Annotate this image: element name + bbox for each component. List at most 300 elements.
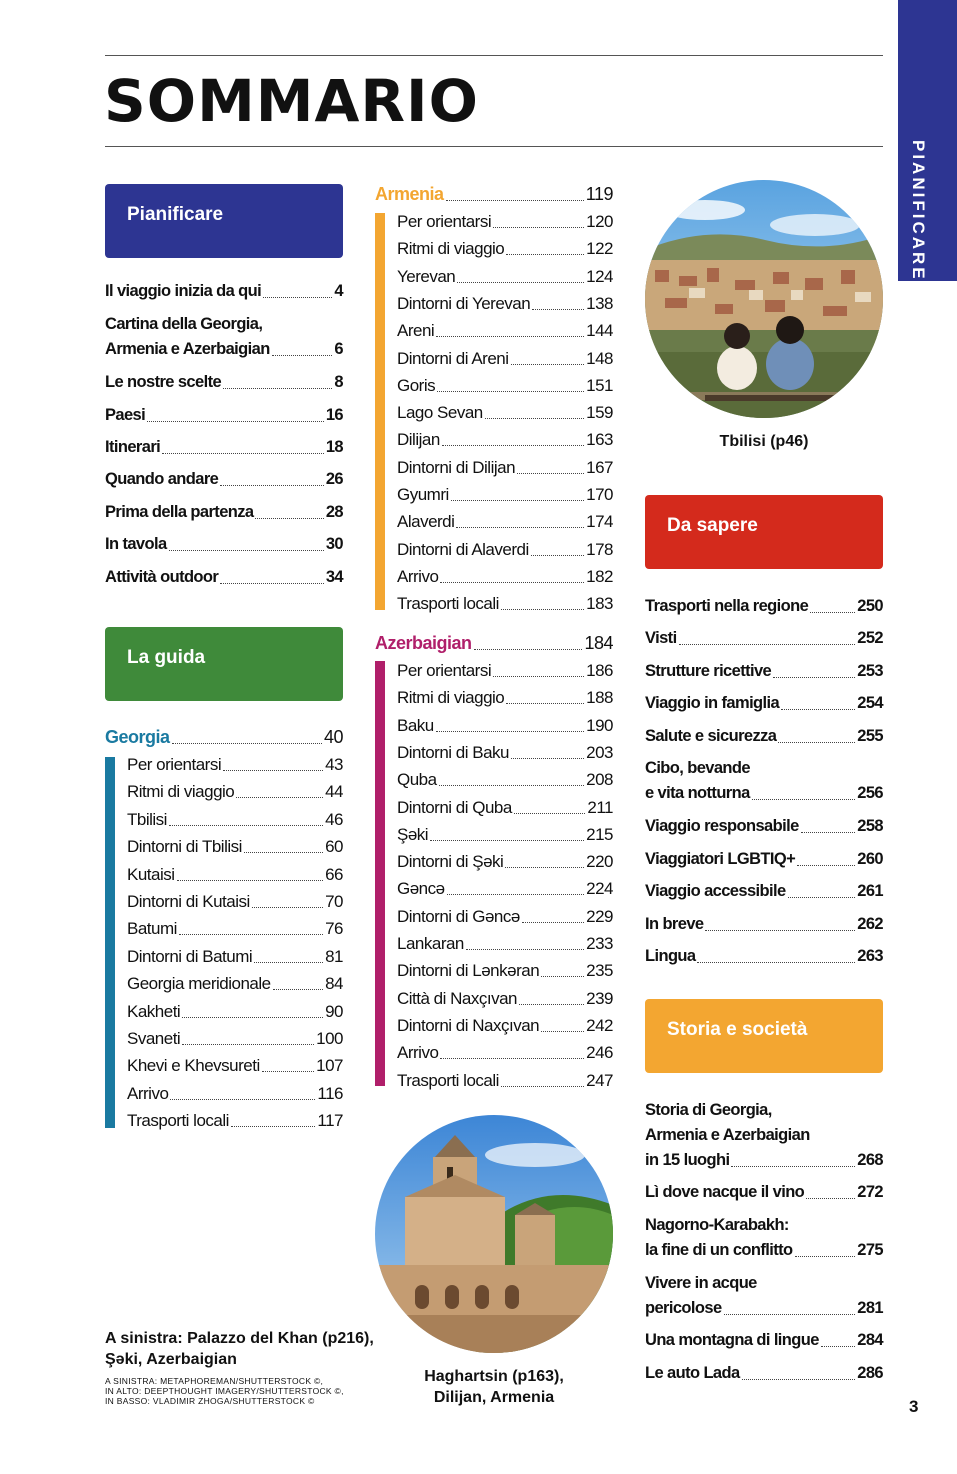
toc-item[interactable]	[397, 537, 613, 562]
leader-dots	[541, 1031, 584, 1032]
leader-dots	[806, 1198, 855, 1199]
toc-item-page: 122	[586, 239, 613, 259]
leader-dots	[511, 758, 584, 759]
toc-item-label: Salute e sicurezza	[645, 727, 777, 745]
toc-item[interactable]	[127, 807, 343, 832]
toc-item-label: Itinerari	[105, 438, 161, 456]
toc-item-page: 188	[586, 688, 613, 708]
toc-item-label: Areni	[397, 321, 435, 341]
toc-item-label: Viaggio responsabile	[645, 817, 799, 835]
toc-item[interactable]	[105, 532, 343, 557]
toc-item-label: Dintorni di Batumi	[127, 946, 253, 966]
toc-item-page: 203	[586, 742, 613, 762]
leader-dots	[169, 825, 323, 826]
toc-item-page: 260	[857, 850, 883, 868]
toc-item[interactable]	[127, 1026, 343, 1051]
toc-item-label: Quba	[397, 770, 437, 790]
page-number: 3	[909, 1397, 919, 1416]
toc-item-page: 100	[316, 1029, 343, 1048]
leader-dots	[522, 922, 584, 923]
toc-item[interactable]	[127, 999, 343, 1024]
toc-item-page: 272	[857, 1183, 883, 1201]
toc-item[interactable]	[397, 658, 613, 683]
toc-item-page: 81	[325, 946, 343, 966]
section-pianificare[interactable]: Pianificare	[105, 184, 343, 258]
toc-item-page: 170	[586, 485, 613, 504]
leader-dots	[223, 770, 323, 771]
photo-credit-2: IN ALTO: DEEPTHOUGHT IMAGERY/SHUTTERSTOCK ©,	[105, 1386, 344, 1396]
leader-dots	[705, 930, 855, 931]
toc-item-label: Arrivo	[397, 1043, 439, 1063]
toc-item-page: 190	[586, 715, 613, 735]
toc-item-page: 159	[586, 403, 613, 423]
leader-dots	[440, 1058, 584, 1059]
toc-item-page: 252	[857, 629, 883, 647]
toc-item-page: 247	[586, 1070, 613, 1090]
toc-item-label: Viaggio in famiglia	[645, 694, 780, 712]
toc-item-line: Cartina della Georgia,	[105, 315, 263, 333]
toc-item[interactable]	[397, 822, 613, 847]
side-tab-label: PIANIFICARE	[909, 140, 928, 282]
toc-item-page: 250	[857, 597, 883, 615]
toc-item[interactable]	[645, 879, 883, 904]
toc-item[interactable]	[397, 264, 613, 289]
photo-credit-3: IN BASSO: VLADIMIR ZHOGA/SHUTTERSTOCK ©	[105, 1396, 315, 1406]
toc-item-label: Arrivo	[397, 566, 439, 586]
toc-item-page: 76	[325, 919, 343, 939]
toc-item-page: 174	[586, 512, 613, 532]
toc-item[interactable]	[645, 1148, 883, 1173]
toc-item[interactable]	[397, 564, 613, 589]
toc-item-label: Per orientarsi	[127, 755, 222, 774]
leader-dots	[485, 418, 584, 419]
toc-item-page: 224	[586, 879, 613, 899]
toc-item-label: pericolose	[645, 1299, 722, 1317]
toc-item-label: Arrivo	[127, 1083, 169, 1103]
toc-item-label: Armenia e Azerbaigian	[105, 340, 270, 358]
toc-item-label: Dintorni di Tbilisi	[127, 837, 242, 857]
toc-item[interactable]	[127, 834, 343, 859]
toc-item-label: Dintorni di Dilijan	[397, 457, 516, 477]
toc-item[interactable]	[397, 236, 613, 261]
toc-item-page: 215	[586, 824, 613, 844]
toc-item-line: Armenia e Azerbaigian	[645, 1126, 810, 1144]
toc-item-label: Dintorni di Kutaisi	[127, 892, 250, 911]
toc-item-page: 256	[857, 784, 883, 802]
toc-item-line: Cibo, bevande	[645, 759, 750, 777]
toc-item[interactable]	[397, 346, 613, 371]
leader-dots	[724, 1314, 856, 1315]
toc-item-label: Lì dove nacque il vino	[645, 1183, 805, 1201]
toc-item[interactable]	[645, 912, 883, 937]
toc-item-page: 16	[325, 406, 343, 424]
leader-dots	[788, 897, 856, 898]
toc-item[interactable]	[397, 482, 613, 507]
leader-dots	[501, 609, 584, 610]
toc-item[interactable]	[397, 400, 613, 425]
toc-item[interactable]	[645, 814, 883, 839]
top-rule	[105, 55, 883, 56]
toc-item-line: Vivere in acque	[645, 1274, 757, 1292]
toc-item-page: 211	[587, 797, 613, 817]
toc-item[interactable]	[397, 1040, 613, 1065]
leader-dots	[179, 934, 323, 935]
toc-item-label: Svaneti	[127, 1029, 181, 1048]
leader-dots	[679, 644, 856, 645]
toc-item-page: 183	[586, 594, 613, 614]
toc-item-label: e vita notturna	[645, 784, 750, 802]
toc-item-label: Ritmi di viaggio	[397, 688, 505, 708]
leader-dots	[236, 797, 323, 798]
leader-dots	[778, 742, 855, 743]
toc-item[interactable]	[397, 904, 613, 929]
toc-item-page: 30	[325, 535, 343, 553]
toc-item-label: Dintorni di Yerevan	[397, 293, 531, 313]
toc-item[interactable]	[397, 958, 613, 983]
toc-item-page: 148	[586, 348, 613, 368]
toc-item-page: 26	[325, 470, 343, 488]
toc-item-label: Strutture ricettive	[645, 662, 772, 680]
toc-item-label: Quando andare	[105, 470, 219, 488]
page-title: SOMMARIO	[104, 67, 479, 135]
toc-item[interactable]	[127, 1053, 343, 1078]
toc-item-label: Lingua	[645, 947, 696, 965]
section-da-sapere[interactable]: Da sapere	[645, 495, 883, 569]
haghartsin-caption	[375, 1366, 613, 1408]
leader-dots	[436, 336, 584, 337]
leader-dots	[506, 254, 584, 255]
leader-dots	[439, 785, 585, 786]
toc-item-label: Dintorni di Gəncə	[397, 906, 520, 926]
toc-item-page: 178	[586, 539, 613, 559]
toc-item[interactable]	[645, 1361, 883, 1386]
toc-item-page: 242	[586, 1015, 613, 1035]
armenia-bar	[375, 213, 385, 610]
toc-item-label: Baku	[397, 715, 434, 735]
toc-item-page: 261	[857, 882, 883, 900]
leader-dots	[457, 282, 584, 283]
leader-dots	[519, 1004, 584, 1005]
toc-item[interactable]	[397, 209, 613, 234]
section-la-guida[interactable]: La guida	[105, 627, 343, 701]
toc-item-page: 46	[325, 809, 343, 829]
photo-credit-1: A SINISTRA: METAPHOREMAN/SHUTTERSTOCK ©,	[105, 1376, 324, 1386]
leader-dots	[252, 907, 323, 908]
toc-item-label: la fine di un conflitto	[645, 1241, 793, 1259]
toc-item-page: 18	[325, 438, 343, 456]
toc-item-label: Kakheti	[127, 1001, 181, 1021]
toc-item[interactable]	[645, 626, 883, 651]
toc-item[interactable]	[645, 659, 883, 684]
toc-item-page: 186	[586, 661, 613, 680]
leader-dots	[821, 1346, 855, 1347]
georgia-header[interactable]: Georgia 40	[105, 727, 343, 747]
toc-item[interactable]	[397, 685, 613, 710]
toc-item-page: 70	[325, 892, 343, 911]
title-rule	[105, 146, 883, 147]
toc-item-label: Trasporti nella regione	[645, 597, 809, 615]
leader-dots	[272, 355, 333, 356]
toc-item-label: Paesi	[105, 406, 146, 424]
toc-item[interactable]	[645, 1296, 883, 1321]
toc-item[interactable]	[127, 752, 343, 777]
toc-item-page: 90	[325, 1001, 343, 1021]
toc-item[interactable]	[397, 931, 613, 956]
toc-item-label: Ritmi di viaggio	[127, 782, 235, 802]
toc-item[interactable]	[645, 1238, 883, 1263]
leader-dots	[162, 453, 324, 454]
toc-item-page: 6	[334, 340, 343, 358]
leader-dots	[220, 485, 324, 486]
toc-item[interactable]	[397, 291, 613, 316]
toc-item-page: 28	[325, 503, 343, 521]
leader-dots	[182, 1044, 314, 1045]
toc-item[interactable]	[397, 1013, 613, 1038]
leader-dots	[514, 813, 586, 814]
toc-item-page: 220	[586, 852, 613, 872]
toc-item-page: 182	[586, 566, 613, 586]
toc-item-label: Città di Naxçıvan	[397, 988, 517, 1008]
toc-item-page: 263	[857, 947, 883, 965]
leader-dots	[532, 309, 584, 310]
leader-dots	[263, 297, 332, 298]
toc-item[interactable]	[127, 971, 343, 996]
toc-item-line: Storia di Georgia,	[645, 1101, 772, 1119]
toc-item[interactable]	[105, 467, 343, 492]
toc-item-label: Per orientarsi	[397, 661, 492, 680]
toc-item[interactable]	[397, 849, 613, 874]
leader-dots	[773, 677, 855, 678]
leader-dots	[244, 852, 323, 853]
toc-item[interactable]	[645, 724, 883, 749]
leader-dots	[456, 527, 584, 528]
toc-item-label: Lago Sevan	[397, 403, 483, 423]
toc-item-label: Il viaggio inizia da qui	[105, 282, 262, 300]
leader-dots	[731, 1166, 855, 1167]
toc-item[interactable]	[105, 435, 343, 460]
toc-item[interactable]	[105, 500, 343, 525]
leader-dots	[517, 473, 584, 474]
toc-item-page: 254	[857, 694, 883, 712]
leader-dots	[505, 867, 584, 868]
leader-dots	[262, 1071, 314, 1072]
toc-item[interactable]	[127, 1108, 343, 1133]
toc-item-label: Dintorni di Alaverdi	[397, 539, 529, 559]
toc-item[interactable]	[645, 1328, 883, 1353]
leader-dots	[430, 840, 584, 841]
leader-dots	[493, 676, 584, 677]
toc-item[interactable]	[397, 795, 613, 820]
toc-item[interactable]	[105, 337, 343, 362]
toc-item-page: 8	[334, 373, 343, 391]
toc-item-page: 253	[857, 662, 883, 680]
toc-item-page: 84	[325, 974, 343, 994]
toc-item-label: Batumi	[127, 919, 177, 939]
toc-item-label: Dintorni di Şəki	[397, 852, 504, 872]
toc-item-label: Dintorni di Baku	[397, 742, 510, 762]
toc-item[interactable]	[127, 1081, 343, 1106]
toc-item-page: 286	[857, 1364, 883, 1382]
section-storia-e-societa[interactable]: Storia e società	[645, 999, 883, 1073]
toc-item[interactable]	[397, 455, 613, 480]
georgia-bar	[105, 757, 115, 1128]
toc-item[interactable]	[645, 691, 883, 716]
toc-item[interactable]	[397, 767, 613, 792]
toc-item-label: Gəncə	[397, 879, 445, 899]
toc-item[interactable]	[397, 740, 613, 765]
toc-item[interactable]	[397, 876, 613, 901]
toc-item-page: 116	[317, 1083, 343, 1103]
toc-item-label: Visti	[645, 629, 677, 647]
toc-item-page: 229	[586, 906, 613, 926]
toc-item-page: 208	[586, 770, 613, 790]
toc-item-page: 120	[586, 212, 613, 231]
toc-item-page: 124	[586, 266, 613, 286]
leader-dots	[170, 1099, 315, 1100]
left-caption-line2: Şəki, Azerbaigian	[105, 1351, 237, 1368]
toc-item-label: Lankaran	[397, 934, 464, 953]
toc-item[interactable]	[105, 370, 343, 395]
toc-item-page: 239	[586, 988, 613, 1008]
toc-item-label: Trasporti locali	[397, 594, 499, 614]
leader-dots	[511, 364, 585, 365]
leader-dots	[801, 832, 856, 833]
toc-item-label: Gyumri	[397, 485, 449, 504]
toc-item-label: Viaggiatori LGBTIQ+	[645, 850, 796, 868]
leader-dots	[795, 1256, 856, 1257]
toc-item-label: In tavola	[105, 535, 167, 553]
toc-item[interactable]	[105, 279, 343, 304]
toc-item-label: Dintorni di Quba	[397, 797, 512, 817]
toc-item[interactable]	[397, 373, 613, 398]
leader-dots	[273, 989, 323, 990]
toc-item[interactable]	[127, 779, 343, 804]
toc-item[interactable]	[127, 916, 343, 941]
toc-item-page: 235	[586, 961, 613, 981]
leader-dots	[447, 894, 585, 895]
toc-item[interactable]	[127, 862, 343, 887]
toc-item[interactable]	[397, 713, 613, 738]
toc-item-label: Yerevan	[397, 266, 456, 286]
toc-item-page: 107	[316, 1056, 343, 1076]
toc-item-label: Ritmi di viaggio	[397, 239, 505, 259]
leader-dots	[182, 1017, 323, 1018]
toc-item-page: 284	[857, 1331, 883, 1349]
toc-item-label: Georgia meridionale	[127, 974, 271, 994]
toc-item-label: Alaverdi	[397, 512, 455, 532]
toc-item-label: Kutaisi	[127, 864, 175, 884]
leader-dots	[506, 703, 584, 704]
leader-dots	[493, 227, 584, 228]
toc-item-page: 246	[586, 1043, 613, 1063]
toc-item-page: 233	[586, 934, 613, 953]
toc-item-page: 66	[325, 864, 343, 884]
leader-dots	[440, 582, 584, 583]
toc-item[interactable]	[397, 509, 613, 534]
toc-item-label: Prima della partenza	[105, 503, 254, 521]
toc-item[interactable]	[397, 318, 613, 343]
leader-dots	[223, 388, 332, 389]
toc-item-page: 144	[586, 321, 613, 341]
toc-item[interactable]	[397, 427, 613, 452]
toc-item[interactable]	[127, 889, 343, 914]
toc-item[interactable]	[397, 1068, 613, 1093]
toc-item[interactable]	[645, 944, 883, 969]
toc-item-label: Khevi e Khevsureti	[127, 1056, 260, 1076]
toc-item-page: 258	[857, 817, 883, 835]
toc-item-page: 275	[857, 1241, 883, 1259]
toc-item-page: 4	[334, 282, 343, 300]
haghartsin-caption-line1: Haghartsin (p163),	[424, 1368, 564, 1385]
toc-item-label: Una montagna di lingue	[645, 1331, 819, 1349]
toc-item[interactable]	[645, 781, 883, 806]
toc-item-page: 281	[857, 1299, 883, 1317]
toc-item[interactable]	[397, 591, 613, 616]
toc-item-page: 117	[317, 1111, 343, 1131]
toc-item-page: 163	[586, 430, 613, 450]
toc-item-line: Nagorno-Karabakh:	[645, 1216, 789, 1234]
leader-dots	[255, 518, 323, 519]
leader-dots	[442, 445, 584, 446]
armenia-header[interactable]: Armenia 119	[375, 184, 613, 204]
toc-item-label: Attività outdoor	[105, 568, 219, 586]
left-photo-caption	[105, 1328, 374, 1370]
haghartsin-photo	[375, 1115, 613, 1353]
toc-item-label: Goris	[397, 375, 436, 395]
toc-item[interactable]	[105, 403, 343, 428]
leader-dots	[436, 731, 584, 732]
leader-dots	[231, 1126, 315, 1127]
toc-item[interactable]	[127, 944, 343, 969]
toc-item[interactable]	[105, 565, 343, 590]
leader-dots	[147, 421, 324, 422]
leader-dots	[169, 550, 324, 551]
toc-item-page: 138	[586, 293, 613, 313]
toc-item-label: Trasporti locali	[397, 1070, 499, 1090]
toc-item-page: 268	[857, 1151, 883, 1169]
haghartsin-caption-line2: Dilijan, Armenia	[433, 1389, 555, 1406]
leader-dots	[797, 865, 855, 866]
toc-item-page: 151	[586, 375, 613, 395]
toc-item-label: Viaggio accessibile	[645, 882, 786, 900]
leader-dots	[501, 1086, 584, 1087]
toc-item-label: Le auto Lada	[645, 1364, 740, 1382]
azerbaigian-header[interactable]: Azerbaigian 184	[375, 633, 613, 653]
toc-item[interactable]	[645, 847, 883, 872]
toc-item-page: 60	[325, 837, 343, 857]
toc-item-page: 43	[325, 755, 343, 774]
leader-dots	[254, 962, 323, 963]
toc-item-page: 167	[586, 457, 613, 477]
tbilisi-photo	[645, 180, 883, 418]
leader-dots	[697, 962, 855, 963]
toc-item[interactable]	[397, 986, 613, 1011]
toc-item-label: Trasporti locali	[127, 1111, 229, 1131]
leader-dots	[742, 1379, 856, 1380]
leader-dots	[531, 555, 584, 556]
tbilisi-caption: Tbilisi (p46)	[719, 433, 809, 450]
toc-item-label: Per orientarsi	[397, 212, 492, 231]
toc-item-label: Le nostre scelte	[105, 373, 222, 391]
toc-item-label: Dintorni di Naxçıvan	[397, 1015, 540, 1035]
toc-item-label: in 15 luoghi	[645, 1151, 730, 1169]
toc-item[interactable]	[645, 594, 883, 619]
toc-item-page: 44	[325, 782, 343, 802]
toc-item[interactable]	[645, 1180, 883, 1205]
toc-item-label: Dintorni di Areni	[397, 348, 509, 368]
left-caption-line1: A sinistra: Palazzo del Khan (p216),	[105, 1330, 374, 1347]
leader-dots	[177, 880, 324, 881]
